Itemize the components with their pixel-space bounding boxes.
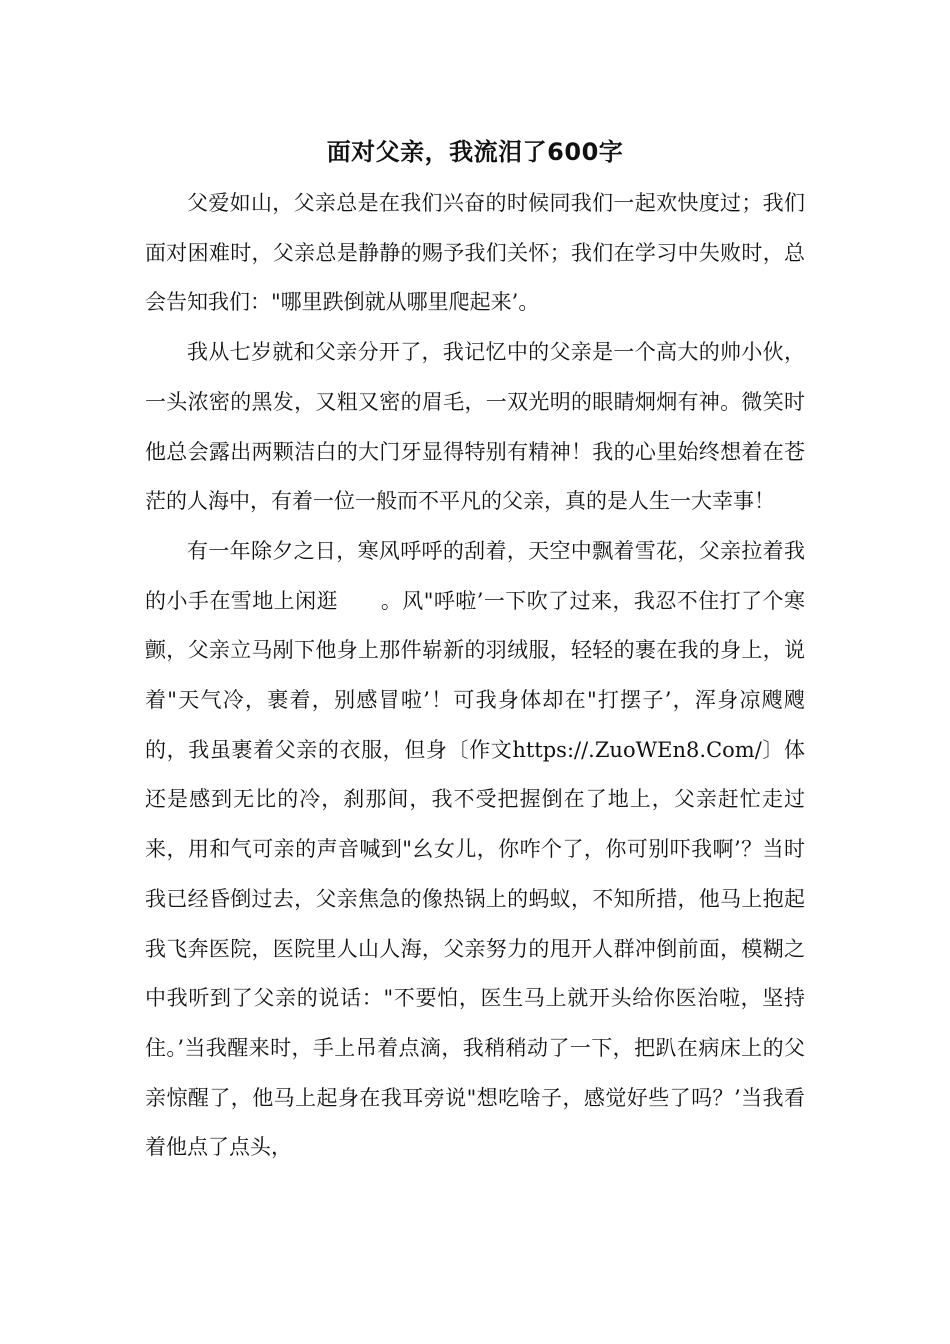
page-title: 面对父亲，我流泪了600字 (326, 138, 624, 166)
paragraph-3: 有一年除夕之日，寒风呼呼的刮着，天空中飘着雪花，父亲拉着我的小手在雪地上闲逛 。风"呼啦’一下吹了过来，我忍不住打了个寒颤，父亲立马剐下他身上那件崭新的羽绒服，轻轻的裹在我的身上，说着"天气冷，裹着，别感冒啦’！可我身体却在"打摆子’，浑身凉飕飕的，我虽裹着父亲的衣服，但身〔作文https://.ZuoWEn8.Com/〕体还是感到无比的冷，刹那间，我不受把握倒在了地上，父亲赶忙走过来，用和气可亲的声音喊到"幺女儿，你咋个了，你可别吓我啊’？当时我已经昏倒过去，父亲焦急的像热锅上的蚂蚁，不知所措，他马上抱起我飞奔医院，医院里人山人海，父亲努力的甩开人群冲倒前面，模糊之中我听到了父亲的说话："不要怕，医生马上就开头给你医治啦，坚持住。’当我醒来时，手上吊着点滴，我稍稍动了一下，把趴在病床上的父亲惊醒了，他马上起身在我耳旁说"想吃啥子，感觉好些了吗？’当我看着他点了点头， (145, 538, 805, 1160)
paragraph-2: 我从七岁就和父亲分开了，我记忆中的父亲是一个高大的帅小伙，一头浓密的黑发，又粗又密的眉毛，一双光明的眼睛炯炯有神。微笑时他总会露出两颗洁白的大门牙显得特别有精神！我的心里始终想着在苍茫的人海中，有着一位一般而不平凡的父亲，真的是人生一大幸事！ (145, 340, 805, 514)
article-body (145, 179, 805, 1173)
paragraph-1: 父爱如山，父亲总是在我们兴奋的时候同我们一起欢快度过；我们面对困难时，父亲总是静静的赐予我们关怀；我们在学习中失败时，总会告知我们："哪里跌倒就从哪里爬起来’。 (145, 191, 805, 315)
